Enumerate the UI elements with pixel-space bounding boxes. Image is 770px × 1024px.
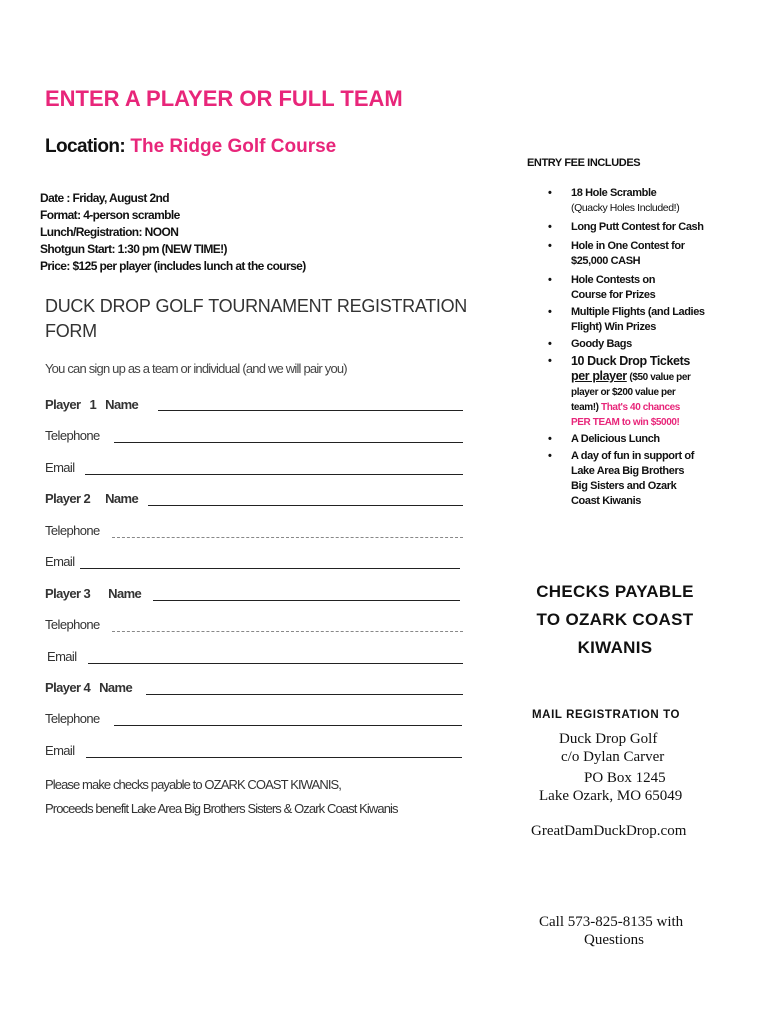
call-line2: Questions <box>584 932 644 948</box>
entry-fee-title: ENTRY FEE INCLUDES <box>527 157 641 169</box>
proceeds-note: Proceeds benefit Lake Area Big Brothers Sisters & Ozark Coast Kiwanis <box>45 801 398 816</box>
list-item: • Hole in One Contest for $25,000 CASH <box>548 240 685 267</box>
form-title-word: GOLF <box>155 296 204 316</box>
website-link[interactable]: GreatDamDuckDrop.com <box>531 823 687 839</box>
detail-price: Price: $125 per player (includes lunch at the course) <box>40 259 306 273</box>
player1-label: Player 1 Name <box>45 397 139 412</box>
mail-address-line2: c/o Dylan Carver <box>561 749 665 765</box>
event-details <box>40 190 306 275</box>
location-label: Location: <box>45 136 126 157</box>
player3-telephone-label: Telephone <box>45 617 100 632</box>
mail-address-line1: Duck Drop Golf <box>559 731 658 747</box>
list-item: • 18 Hole Scramble (Quacky Holes Included!) <box>548 187 680 214</box>
player1-telephone-label: Telephone <box>45 428 100 443</box>
player4-email-label: Email <box>45 743 75 758</box>
player2-email-field[interactable] <box>80 568 460 569</box>
form-title-word: REGISTRATION <box>336 296 467 316</box>
detail-lunch: Lunch/Registration: NOON <box>40 225 179 239</box>
signup-instructions: You can sign up as a team or individual (and we will pair you) <box>45 361 347 376</box>
detail-format: Format: 4-person scramble <box>40 208 180 222</box>
player2-telephone-field[interactable] <box>112 537 463 538</box>
form-title-word: TOURNAMENT <box>208 296 332 316</box>
mail-address-line4: Lake Ozark, MO 65049 <box>539 788 683 804</box>
player3-email-label: Email <box>47 649 77 664</box>
list-item: • Long Putt Contest for Cash <box>548 221 704 233</box>
player2-telephone-label: Telephone <box>45 523 100 538</box>
player1-email-label: Email <box>45 460 75 475</box>
player1-email-field[interactable] <box>85 474 463 475</box>
player2-name-field[interactable] <box>148 505 463 506</box>
player3-telephone-field[interactable] <box>112 631 463 632</box>
player4-email-field[interactable] <box>86 757 462 758</box>
list-item: • 10 Duck Drop Tickets per player ($50 value per player or $200 value per team!) That's 40 chances PER TEAM to win $5000! <box>548 354 691 428</box>
form-title-word: DROP <box>99 296 151 316</box>
list-item: • A Delicious Lunch <box>548 433 660 445</box>
list-item: • Hole Contests on Course for Prizes <box>548 274 656 301</box>
page-headline: ENTER A PLAYER OR FULL TEAM <box>45 86 403 111</box>
player4-telephone-field[interactable] <box>114 725 462 726</box>
player3-name-field[interactable] <box>153 600 460 601</box>
form-title <box>45 294 467 344</box>
list-item: • Goody Bags <box>548 338 632 350</box>
checks-note: Please make checks payable to OZARK COAST KIWANIS, <box>45 777 342 792</box>
mail-address-line3: PO Box 1245 <box>584 770 666 786</box>
location-value: The Ridge Golf Course <box>130 136 337 157</box>
player3-email-field[interactable] <box>88 663 463 664</box>
player2-label: Player 2 Name <box>45 491 139 506</box>
player1-name-field[interactable] <box>158 410 463 411</box>
location-line <box>45 136 336 158</box>
checks-payable-notice: CHECKS PAYABLE TO OZARK COAST KIWANIS <box>536 582 694 657</box>
detail-shotgun: Shotgun Start: 1:30 pm (NEW TIME!) <box>40 242 227 256</box>
player3-label: Player 3 Name <box>45 586 142 601</box>
player4-telephone-label: Telephone <box>45 711 100 726</box>
form-title-line2: FORM <box>45 321 97 341</box>
player4-name-field[interactable] <box>146 694 463 695</box>
call-line1: Call 573-825-8135 with <box>539 914 684 930</box>
list-item: • Multiple Flights (and Ladies Flight) Win Prizes <box>548 306 705 333</box>
player1-telephone-field[interactable] <box>114 442 463 443</box>
entry-fee-list <box>548 186 768 513</box>
form-title-word: DUCK <box>45 296 95 316</box>
player4-label: Player 4 Name <box>45 680 133 695</box>
player2-email-label: Email <box>45 554 75 569</box>
mail-registration-title: MAIL REGISTRATION TO <box>532 709 681 721</box>
list-item: • A day of fun in support of Lake Area Big Brothers Big Sisters and Ozark Coast Kiwanis <box>548 450 695 507</box>
detail-date: Date : Friday, August 2nd <box>40 191 170 205</box>
